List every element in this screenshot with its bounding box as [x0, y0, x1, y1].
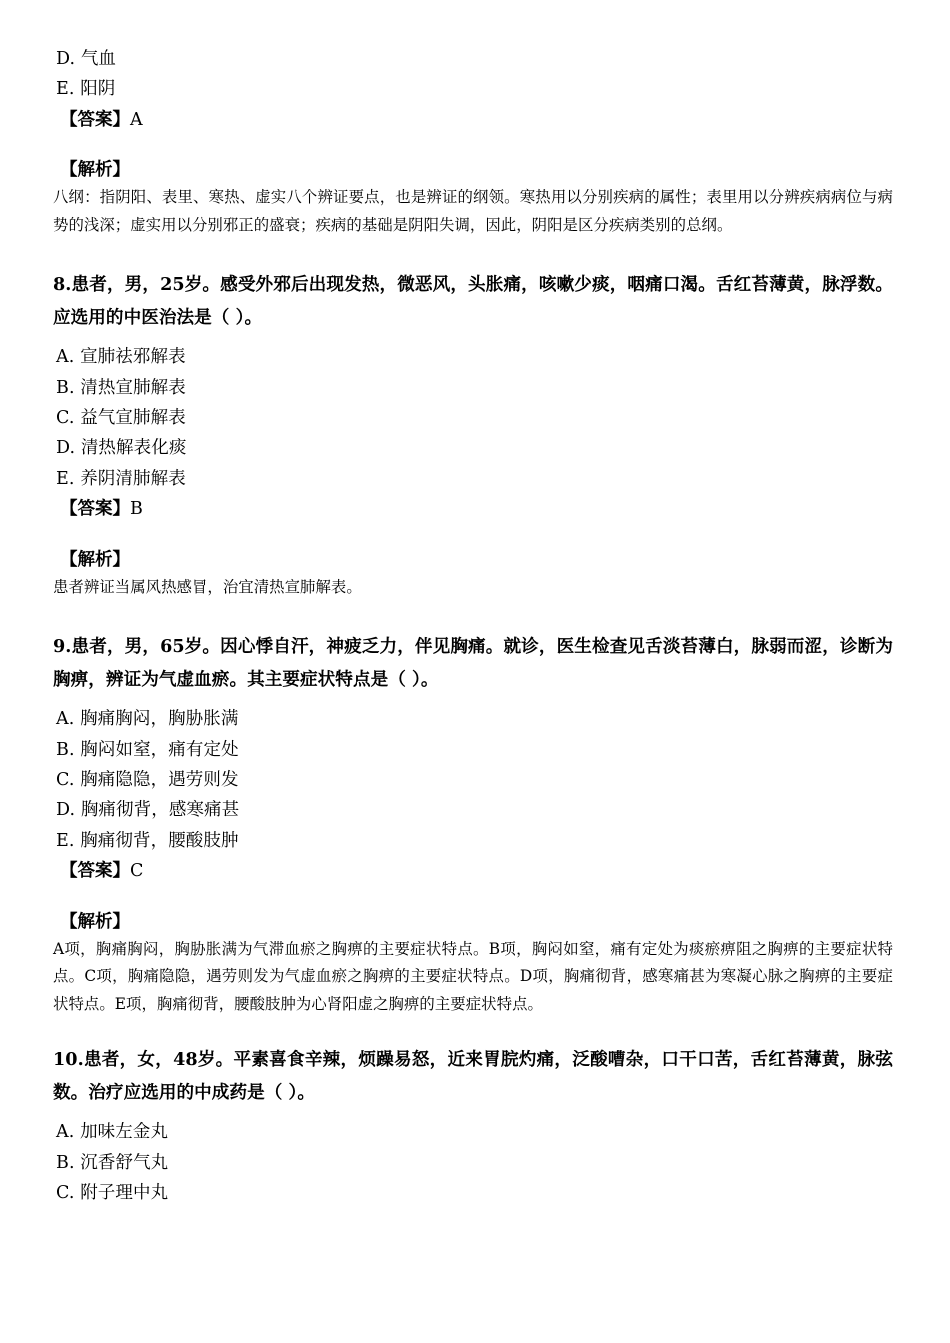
- analysis-text: A项，胸痛胸闷，胸胁胀满为气滞血瘀之胸痹的主要症状特点。B项，胸闷如窒，痛有定处为痰瘀痹阻之胸痹的主要症状特点。C项，胸痛隐隐，遇劳则发为气虚血瘀之胸痹的主要症状特点。D项，胸痛彻背，感寒痛甚为寒凝心脉之胸痹的主要症状特点。E项，胸痛彻背，腰酸肢肿为心肾阳虚之胸痹的主要症状特点。: [53, 939, 893, 1013]
- answer-line: [53, 856, 893, 886]
- spacer: [53, 135, 893, 157]
- analysis-label: 【解析】: [60, 911, 130, 932]
- analysis-label: 【解析】: [60, 549, 130, 570]
- spacer: [53, 1018, 893, 1044]
- spacer: [53, 601, 893, 631]
- option-item: D. 胸痛彻背，感寒痛甚: [56, 800, 240, 821]
- answer-label: 【答案】: [60, 861, 130, 882]
- answer-line: [53, 105, 893, 135]
- option-item: A. 宣肺祛邪解表: [56, 347, 186, 368]
- option-item: A. 加味左金丸: [56, 1122, 169, 1143]
- option-item: D. 气血: [56, 49, 117, 69]
- answer-value: B: [130, 499, 143, 520]
- spacer: [53, 1109, 893, 1117]
- continued-question-block: [53, 44, 893, 239]
- answer-label: 【答案】: [60, 499, 130, 520]
- analysis-label: 【解析】: [60, 160, 130, 181]
- answer-line: [53, 494, 893, 524]
- spacer: [53, 334, 893, 342]
- option-item: A. 胸痛胸闷，胸胁胀满: [56, 709, 239, 730]
- spacer: [53, 239, 893, 269]
- option-item: B. 沉香舒气丸: [56, 1152, 169, 1173]
- spacer: [53, 696, 893, 704]
- option-item: E. 阳阴: [56, 79, 116, 100]
- option-item: C. 附子理中丸: [56, 1182, 169, 1203]
- option-item: C. 胸痛隐隐，遇劳则发: [56, 770, 239, 791]
- question-stem: 10.患者，女，48岁。平素喜食辛辣，烦躁易怒，近来胃脘灼痛，泛酸嘈杂，口干口苦，舌红苔薄黄，脉弦数。治疗应选用的中成药是（ ）。: [53, 1048, 893, 1103]
- option-item: E. 胸痛彻背，腰酸肢肿: [56, 830, 239, 851]
- option-item: B. 清热宣肺解表: [56, 377, 186, 398]
- question-block-10: [53, 1044, 893, 1208]
- question-block-9: [53, 631, 893, 1018]
- analysis-text: 八纲：指阴阳、表里、寒热、虚实八个辨证要点，也是辨证的纲领。寒热用以分别疾病的属性；表里用以分辨疾病病位与病势的浅深；虚实用以分别邪正的盛衰；疾病的基础是阴阳失调，因此，阴阳是区分疾病类别的总纲。: [53, 188, 893, 234]
- option-item: D. 清热解表化痰: [56, 438, 187, 459]
- option-item: C. 益气宣肺解表: [56, 408, 186, 429]
- document-body: [53, 44, 893, 1208]
- answer-value: A: [130, 109, 143, 130]
- question-stem: 9.患者，男，65岁。因心悸自汗，神疲乏力，伴见胸痛。就诊，医生检查见舌淡苔薄白，脉弱而涩，诊断为胸痹，辨证为气虚血瘀。其主要症状特点是（ ）。: [53, 636, 893, 690]
- question-stem: 8.患者，男，25岁。感受外邪后出现发热，微恶风，头胀痛，咳嗽少痰，咽痛口渴。舌红苔薄黄，脉浮数。应选用的中医治法是（ ）。: [53, 274, 893, 328]
- question-block-8: [53, 269, 893, 601]
- analysis-text: 患者辨证当属风热感冒，治宜清热宣肺解表。: [53, 577, 362, 596]
- answer-value: C: [130, 861, 144, 882]
- option-item: E. 养阴清肺解表: [56, 468, 186, 489]
- answer-label: 【答案】: [60, 109, 130, 130]
- spacer: [53, 525, 893, 547]
- spacer: [53, 887, 893, 909]
- option-item: B. 胸闷如窒，痛有定处: [56, 739, 239, 760]
